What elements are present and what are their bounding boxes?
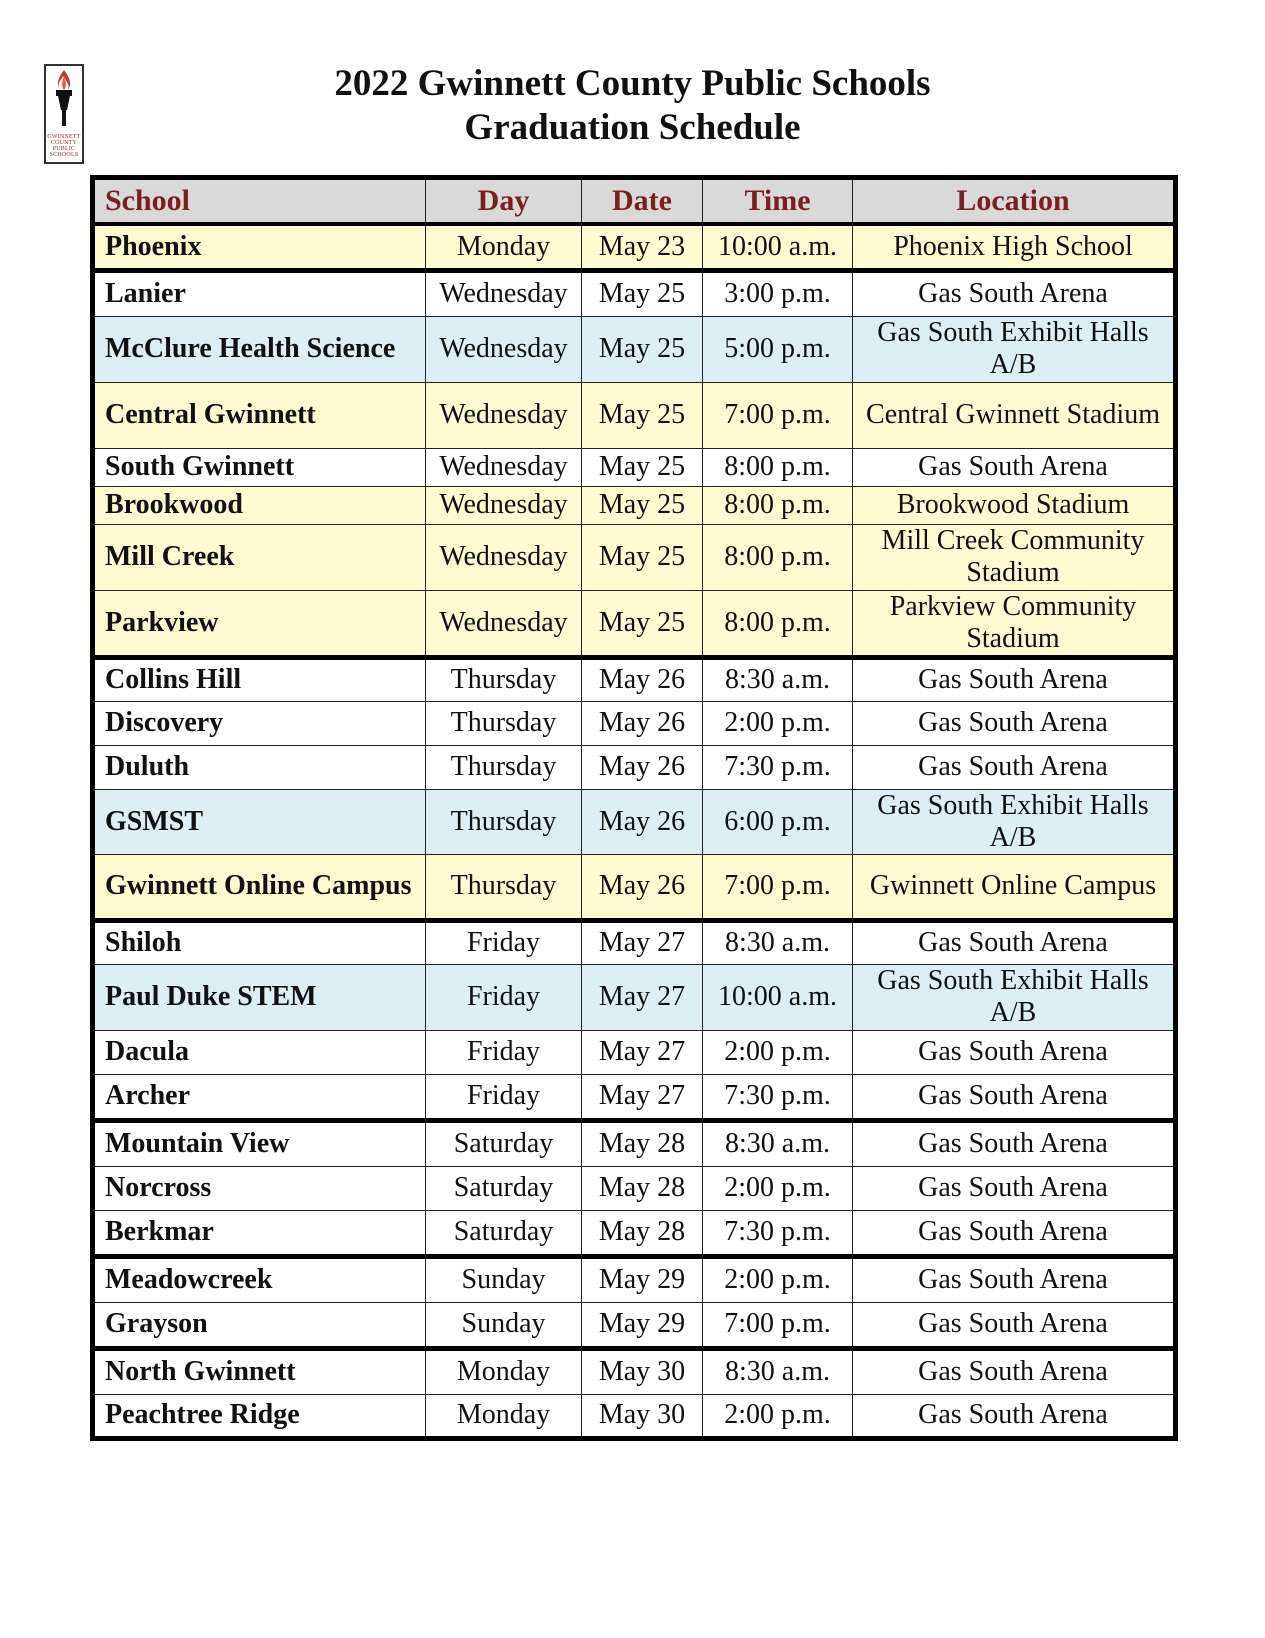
date-cell: May 28: [582, 1210, 703, 1256]
location-cell: Central Gwinnett Stadium: [853, 382, 1176, 448]
time-cell: 2:00 p.m.: [703, 1394, 853, 1438]
day-cell: Wednesday: [426, 486, 582, 524]
day-cell: Wednesday: [426, 382, 582, 448]
location-cell: Gas South Arena: [853, 1210, 1176, 1256]
date-cell: May 30: [582, 1394, 703, 1438]
table-row: [93, 789, 1176, 854]
date-cell: May 29: [582, 1302, 703, 1348]
school-cell: Parkview: [93, 590, 426, 657]
time-cell: 7:30 p.m.: [703, 745, 853, 789]
school-cell: McClure Health Science: [93, 316, 426, 382]
date-cell: May 25: [582, 382, 703, 448]
location-cell: Gas South Arena: [853, 270, 1176, 316]
day-cell: Saturday: [426, 1210, 582, 1256]
day-cell: Wednesday: [426, 316, 582, 382]
school-cell: Duluth: [93, 745, 426, 789]
table-row: [93, 1166, 1176, 1210]
school-cell: Gwinnett Online Campus: [93, 854, 426, 920]
table-row: [93, 590, 1176, 657]
location-cell: Gas South Arena: [853, 1074, 1176, 1120]
date-cell: May 26: [582, 657, 703, 701]
time-cell: 10:00 a.m.: [703, 964, 853, 1030]
time-cell: 8:00 p.m.: [703, 448, 853, 486]
table-row: [93, 1394, 1176, 1438]
time-cell: 6:00 p.m.: [703, 789, 853, 854]
day-cell: Thursday: [426, 657, 582, 701]
school-cell: Dacula: [93, 1030, 426, 1074]
day-cell: Monday: [426, 224, 582, 270]
date-cell: May 25: [582, 316, 703, 382]
table-row: [93, 1256, 1176, 1302]
day-cell: Friday: [426, 1074, 582, 1120]
location-cell: Gas South Arena: [853, 448, 1176, 486]
date-cell: May 23: [582, 224, 703, 270]
time-cell: 7:00 p.m.: [703, 1302, 853, 1348]
table-row: [93, 745, 1176, 789]
time-cell: 8:30 a.m.: [703, 1120, 853, 1166]
time-cell: 7:30 p.m.: [703, 1210, 853, 1256]
title-line-2: Graduation Schedule: [464, 107, 801, 148]
school-cell: Central Gwinnett: [93, 382, 426, 448]
date-cell: May 27: [582, 964, 703, 1030]
date-cell: May 25: [582, 486, 703, 524]
day-cell: Wednesday: [426, 270, 582, 316]
school-cell: Meadowcreek: [93, 1256, 426, 1302]
table-row: [93, 382, 1176, 448]
date-cell: May 26: [582, 745, 703, 789]
table-header-row: [93, 178, 1176, 225]
day-cell: Saturday: [426, 1166, 582, 1210]
location-cell: Gas South Arena: [853, 701, 1176, 745]
school-cell: South Gwinnett: [93, 448, 426, 486]
header-day: Day: [426, 178, 582, 225]
time-cell: 3:00 p.m.: [703, 270, 853, 316]
time-cell: 5:00 p.m.: [703, 316, 853, 382]
date-cell: May 30: [582, 1348, 703, 1394]
date-cell: May 26: [582, 789, 703, 854]
table-row: [93, 448, 1176, 486]
time-cell: 2:00 p.m.: [703, 1030, 853, 1074]
page-title: [0, 62, 1265, 150]
day-cell: Friday: [426, 1030, 582, 1074]
logo-text: GWINNETT COUNTY PUBLIC SCHOOLS: [47, 134, 81, 158]
date-cell: May 27: [582, 1030, 703, 1074]
school-cell: Mountain View: [93, 1120, 426, 1166]
table-row: [93, 854, 1176, 920]
time-cell: 8:30 a.m.: [703, 920, 853, 964]
school-cell: Peachtree Ridge: [93, 1394, 426, 1438]
date-cell: May 26: [582, 854, 703, 920]
header-school: School: [93, 178, 426, 225]
date-cell: May 29: [582, 1256, 703, 1302]
location-cell: Parkview Community Stadium: [853, 590, 1176, 657]
time-cell: 10:00 a.m.: [703, 224, 853, 270]
location-cell: Gas South Arena: [853, 1166, 1176, 1210]
location-cell: Gas South Exhibit Halls A/B: [853, 789, 1176, 854]
day-cell: Wednesday: [426, 448, 582, 486]
time-cell: 8:00 p.m.: [703, 590, 853, 657]
table-row: [93, 1120, 1176, 1166]
date-cell: May 25: [582, 590, 703, 657]
school-cell: Shiloh: [93, 920, 426, 964]
table-row: [93, 1030, 1176, 1074]
location-cell: Gas South Arena: [853, 745, 1176, 789]
header-date: Date: [582, 178, 703, 225]
time-cell: 8:30 a.m.: [703, 657, 853, 701]
location-cell: Gas South Arena: [853, 1302, 1176, 1348]
table-row: [93, 270, 1176, 316]
time-cell: 8:00 p.m.: [703, 486, 853, 524]
location-cell: Gas South Exhibit Halls A/B: [853, 964, 1176, 1030]
header-time: Time: [703, 178, 853, 225]
school-cell: Lanier: [93, 270, 426, 316]
table-row: [93, 524, 1176, 590]
graduation-schedule-table: [90, 175, 1178, 1441]
table-row: [93, 316, 1176, 382]
table-row: [93, 224, 1176, 270]
time-cell: 2:00 p.m.: [703, 1256, 853, 1302]
school-cell: Phoenix: [93, 224, 426, 270]
time-cell: 8:00 p.m.: [703, 524, 853, 590]
school-cell: North Gwinnett: [93, 1348, 426, 1394]
day-cell: Sunday: [426, 1256, 582, 1302]
school-cell: Berkmar: [93, 1210, 426, 1256]
date-cell: May 25: [582, 448, 703, 486]
date-cell: May 28: [582, 1166, 703, 1210]
table-row: [93, 1302, 1176, 1348]
location-cell: Gwinnett Online Campus: [853, 854, 1176, 920]
time-cell: 2:00 p.m.: [703, 1166, 853, 1210]
location-cell: Gas South Arena: [853, 1030, 1176, 1074]
date-cell: May 26: [582, 701, 703, 745]
date-cell: May 25: [582, 270, 703, 316]
date-cell: May 25: [582, 524, 703, 590]
location-cell: Brookwood Stadium: [853, 486, 1176, 524]
time-cell: 8:30 a.m.: [703, 1348, 853, 1394]
day-cell: Thursday: [426, 745, 582, 789]
location-cell: Gas South Arena: [853, 1394, 1176, 1438]
location-cell: Mill Creek Community Stadium: [853, 524, 1176, 590]
table-row: [93, 657, 1176, 701]
date-cell: May 27: [582, 1074, 703, 1120]
school-cell: Archer: [93, 1074, 426, 1120]
location-cell: Gas South Arena: [853, 920, 1176, 964]
date-cell: May 27: [582, 920, 703, 964]
header-location: Location: [853, 178, 1176, 225]
time-cell: 7:00 p.m.: [703, 382, 853, 448]
day-cell: Sunday: [426, 1302, 582, 1348]
table-row: [93, 1210, 1176, 1256]
location-cell: Phoenix High School: [853, 224, 1176, 270]
table-row: [93, 920, 1176, 964]
table-row: [93, 964, 1176, 1030]
school-cell: Mill Creek: [93, 524, 426, 590]
day-cell: Saturday: [426, 1120, 582, 1166]
location-cell: Gas South Arena: [853, 1256, 1176, 1302]
table-row: [93, 1348, 1176, 1394]
school-cell: Brookwood: [93, 486, 426, 524]
day-cell: Monday: [426, 1394, 582, 1438]
day-cell: Wednesday: [426, 524, 582, 590]
day-cell: Friday: [426, 920, 582, 964]
location-cell: Gas South Arena: [853, 1348, 1176, 1394]
time-cell: 2:00 p.m.: [703, 701, 853, 745]
day-cell: Thursday: [426, 789, 582, 854]
day-cell: Monday: [426, 1348, 582, 1394]
table-row: [93, 486, 1176, 524]
school-cell: Paul Duke STEM: [93, 964, 426, 1030]
school-cell: GSMST: [93, 789, 426, 854]
time-cell: 7:30 p.m.: [703, 1074, 853, 1120]
school-cell: Collins Hill: [93, 657, 426, 701]
day-cell: Wednesday: [426, 590, 582, 657]
school-cell: Norcross: [93, 1166, 426, 1210]
date-cell: May 28: [582, 1120, 703, 1166]
day-cell: Thursday: [426, 701, 582, 745]
table-row: [93, 701, 1176, 745]
location-cell: Gas South Arena: [853, 657, 1176, 701]
title-line-1: 2022 Gwinnett County Public Schools: [334, 63, 931, 104]
location-cell: Gas South Exhibit Halls A/B: [853, 316, 1176, 382]
day-cell: Thursday: [426, 854, 582, 920]
school-cell: Discovery: [93, 701, 426, 745]
time-cell: 7:00 p.m.: [703, 854, 853, 920]
school-cell: Grayson: [93, 1302, 426, 1348]
day-cell: Friday: [426, 964, 582, 1030]
location-cell: Gas South Arena: [853, 1120, 1176, 1166]
table-row: [93, 1074, 1176, 1120]
